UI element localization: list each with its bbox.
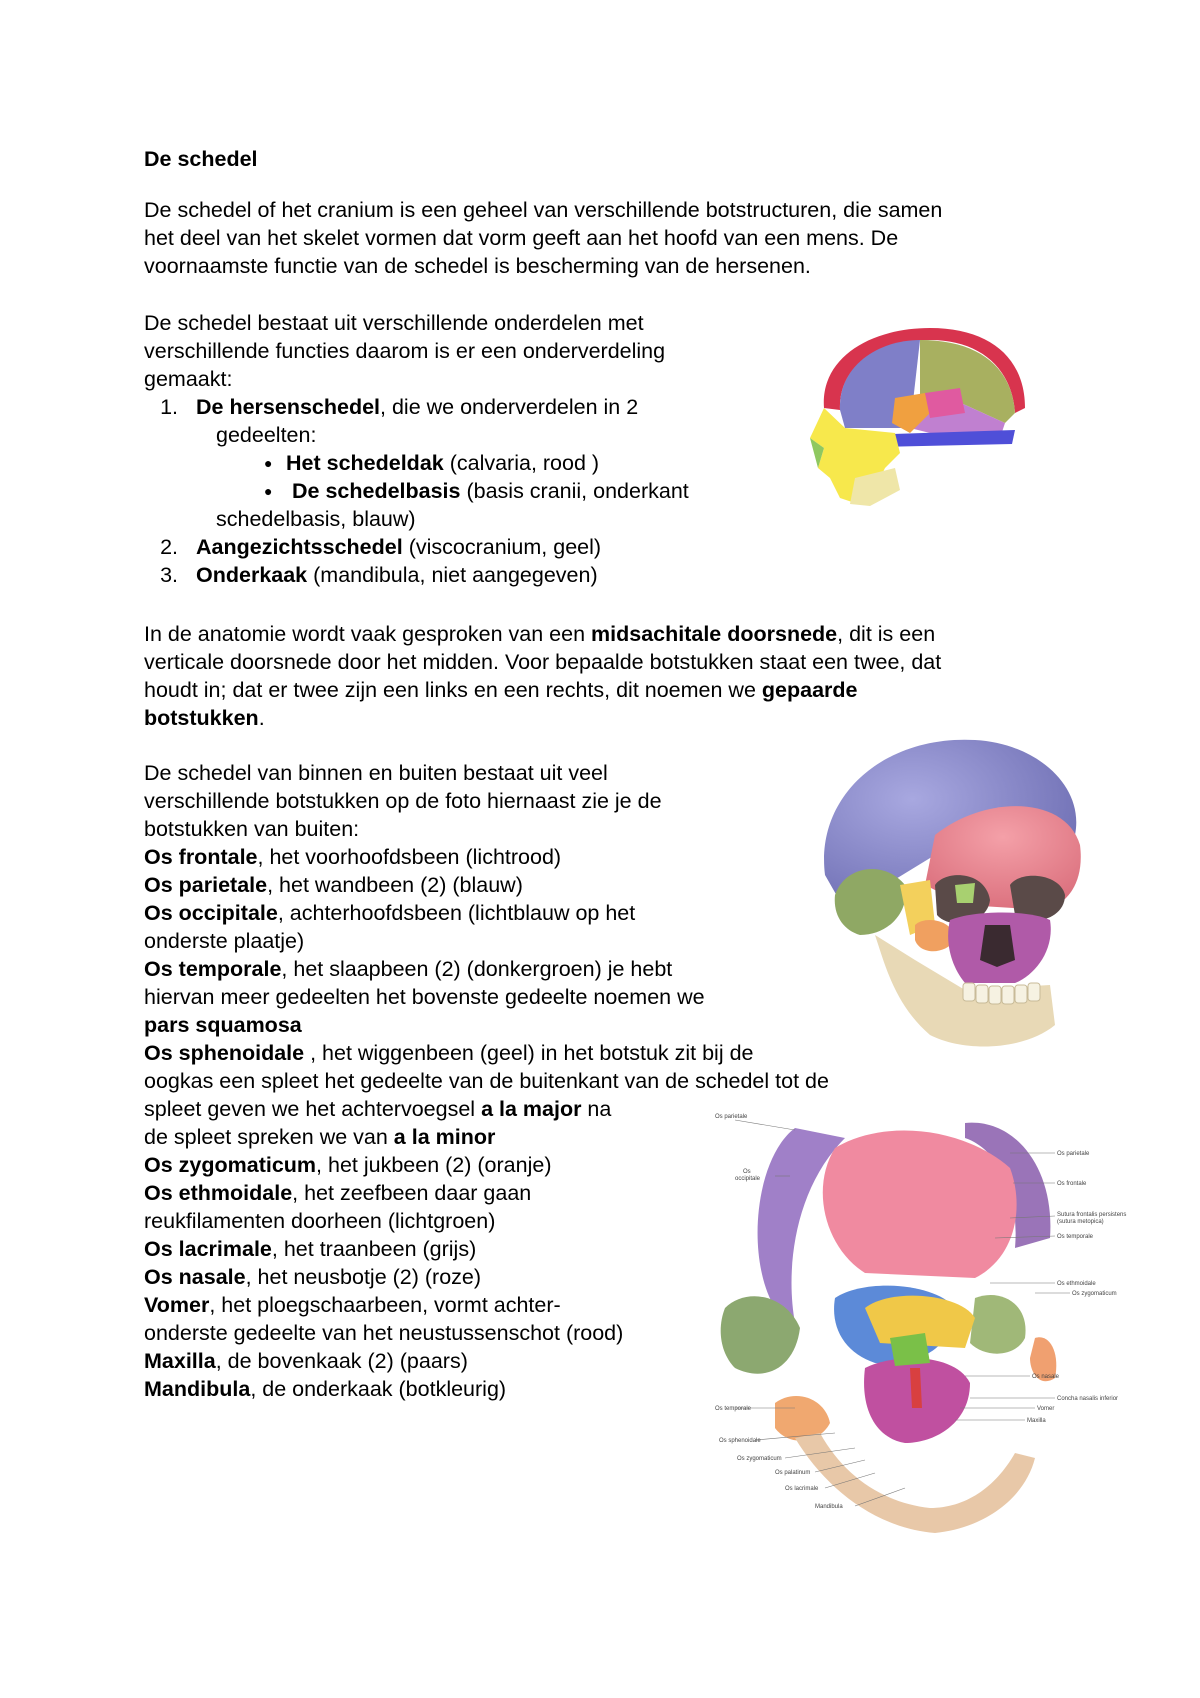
pink-region — [925, 388, 965, 418]
label-parietale-right: Os parietale — [1057, 1151, 1090, 1157]
intro-paragraph: De schedel of het cranium is een geheel van verschillende botstructuren, die samen het deel van het skelet vormen dat vorm geeft aan het hoofd van een mens. De voornaamste functie van de schedel is bescherming van de hersenen. — [144, 198, 943, 278]
bone-ethmoidale: Os ethmoidale, het zeefbeen daar gaan — [144, 1181, 532, 1205]
label-sphenoidale: Os sphenoidale — [719, 1438, 761, 1444]
label-sutura-2: (sutura metopica) — [1057, 1219, 1104, 1225]
label-lacrimale: Os lacrimale — [785, 1486, 819, 1492]
skull-regions-illustration — [800, 318, 1030, 508]
label-ethmoidale: Os ethmoidale — [1057, 1281, 1096, 1287]
bone-temporale: Os temporale, het slaapbeen (2) (donkergroen) je hebt — [144, 957, 673, 981]
parts-section: De schedel bestaat uit verschillende onderdelen met verschillende functies daarom is er een onderverdeling gemaakt: 1. De hersenschedel, die we onderverdelen in 2 gedeelten: ● Het schedeldak (calvaria, rood ) ● De schedelbasis (basis cranii, onderkant schedelbasis, blauw) 2. Aangezichtsschedel (viscocranium, geel) 3. Onderkaak (mandibula, niet aangegeven) — [144, 311, 689, 587]
label-maxilla: Maxilla — [1027, 1418, 1046, 1424]
bullet-item-2: ● De schedelbasis (basis cranii, onderkant — [264, 479, 689, 503]
bone-mandibula: Mandibula, de onderkaak (botkleurig) — [144, 1377, 507, 1401]
bone-zygomaticum: Os zygomaticum, het jukbeen (2) (oranje) — [144, 1153, 552, 1177]
label-temporale-right: Os temporale — [1057, 1234, 1094, 1240]
bone-lacrimale: Os lacrimale, het traanbeen (grijs) — [144, 1237, 477, 1261]
frontal — [823, 1131, 1017, 1278]
label-frontale: Os frontale — [1057, 1181, 1087, 1187]
bullet-dot: ● — [264, 483, 273, 499]
bone-sphenoidale: Os sphenoidale , het wiggenbeen (geel) in het botstuk zit bij de — [144, 1041, 754, 1065]
label-vomer: Vomer — [1037, 1406, 1055, 1412]
vomer — [910, 1368, 922, 1408]
label-parietale-left: Os parietale — [715, 1114, 748, 1120]
bone-maxilla: Maxilla, de bovenkaak (2) (paars) — [144, 1349, 468, 1373]
label-zygomaticum-right: Os zygomaticum — [1072, 1291, 1117, 1297]
exploded-skull-illustration — [715, 1108, 1165, 1548]
label-sutura: Sutura frontalis persistens — [1057, 1212, 1127, 1218]
label-palatinum: Os palatinum — [775, 1470, 811, 1476]
ethmoid-bone — [955, 883, 975, 903]
label-temporale-left: Os temporale — [715, 1406, 752, 1412]
list-item-1: 1. De hersenschedel, die we onderverdelen in 2 — [160, 395, 639, 419]
list-item-2: 2. Aangezichtsschedel (viscocranium, geel) — [160, 535, 602, 559]
list-item-3: 3. Onderkaak (mandibula, niet aangegeven) — [160, 563, 598, 587]
nasal-cavity — [980, 925, 1015, 967]
label-mandibula: Mandibula — [815, 1504, 843, 1510]
bone-occipitale: Os occipitale, achterhoofdsbeen (lichtblauw op het — [144, 901, 636, 925]
mandible — [795, 1433, 1035, 1533]
label-zygomaticum-left: Os zygomaticum — [737, 1456, 782, 1462]
bullet-dot: ● — [264, 455, 273, 471]
bullet-item-1: ● Het schedeldak (calvaria, rood ) — [264, 451, 600, 475]
midsection-paragraph: In de anatomie wordt vaak gesproken van een midsachitale doorsnede, dit is een verticale doorsnede door het midden. Voor bepaalde botstukken staat een twee, dat houdt in; dat er twee zijn een links en een rechts, dit noemen we gepaarde botstukken. — [144, 622, 942, 730]
label-nasale: Os nasale — [1032, 1374, 1060, 1380]
ethmoid — [890, 1333, 930, 1366]
temporal-right — [970, 1295, 1026, 1354]
bone-parietale: Os parietale, het wandbeen (2) (blauw) — [144, 873, 523, 897]
label-occipitale: occipitale — [735, 1176, 761, 1182]
bones-section: De schedel van binnen en buiten bestaat uit veel verschillende botstukken op de foto hiernaast zie je de botstukken van buiten: Os frontale, het voorhoofdsbeen (lichtrood) Os parietale, het wandbeen (2) (blauw) Os occipitale, achterhoofdsbeen (lichtblauw op het onderste plaatje) Os temporale, het slaapbeen (2) (donkergroen) je hebt hiervan meer gedeelten het bovenste gedeelte noemen we pars squamosa Os sphenoidale , het wiggenbeen (geel) in het botstuk zit bij de oogkas een spleet het gedeelte van de buitenkant van de schedel tot de spleet geven we het achtervoegsel a la major na de spleet spreken we van a la minor Os zygomaticum, het jukbeen (2) (oranje) Os ethmoidale, het zeefbeen daar gaan reukfilamenten doorheen (lichtgroen) Os lacrimale, het traanbeen (grijs) Os nasale, het neusbotje (2) (roze) Vomer, het ploegschaarbeen, vormt achter- onderste gedeelte van het neustussenschot (rood) Maxilla, de bovenkaak (2) (paars) Mandibula, de onderkaak (botkleurig) — [144, 761, 829, 1401]
colored-skull-illustration — [815, 735, 1095, 1055]
label-concha: Concha nasalis inferior — [1057, 1396, 1119, 1402]
bone-vomer: Vomer, het ploegschaarbeen, vormt achter- — [144, 1293, 561, 1317]
label-os: Os — [743, 1169, 751, 1175]
bone-frontale: Os frontale, het voorhoofdsbeen (lichtrood) — [144, 845, 562, 869]
section-title: De schedel — [144, 147, 258, 171]
bone-nasale: Os nasale, het neusbotje (2) (roze) — [144, 1265, 482, 1289]
